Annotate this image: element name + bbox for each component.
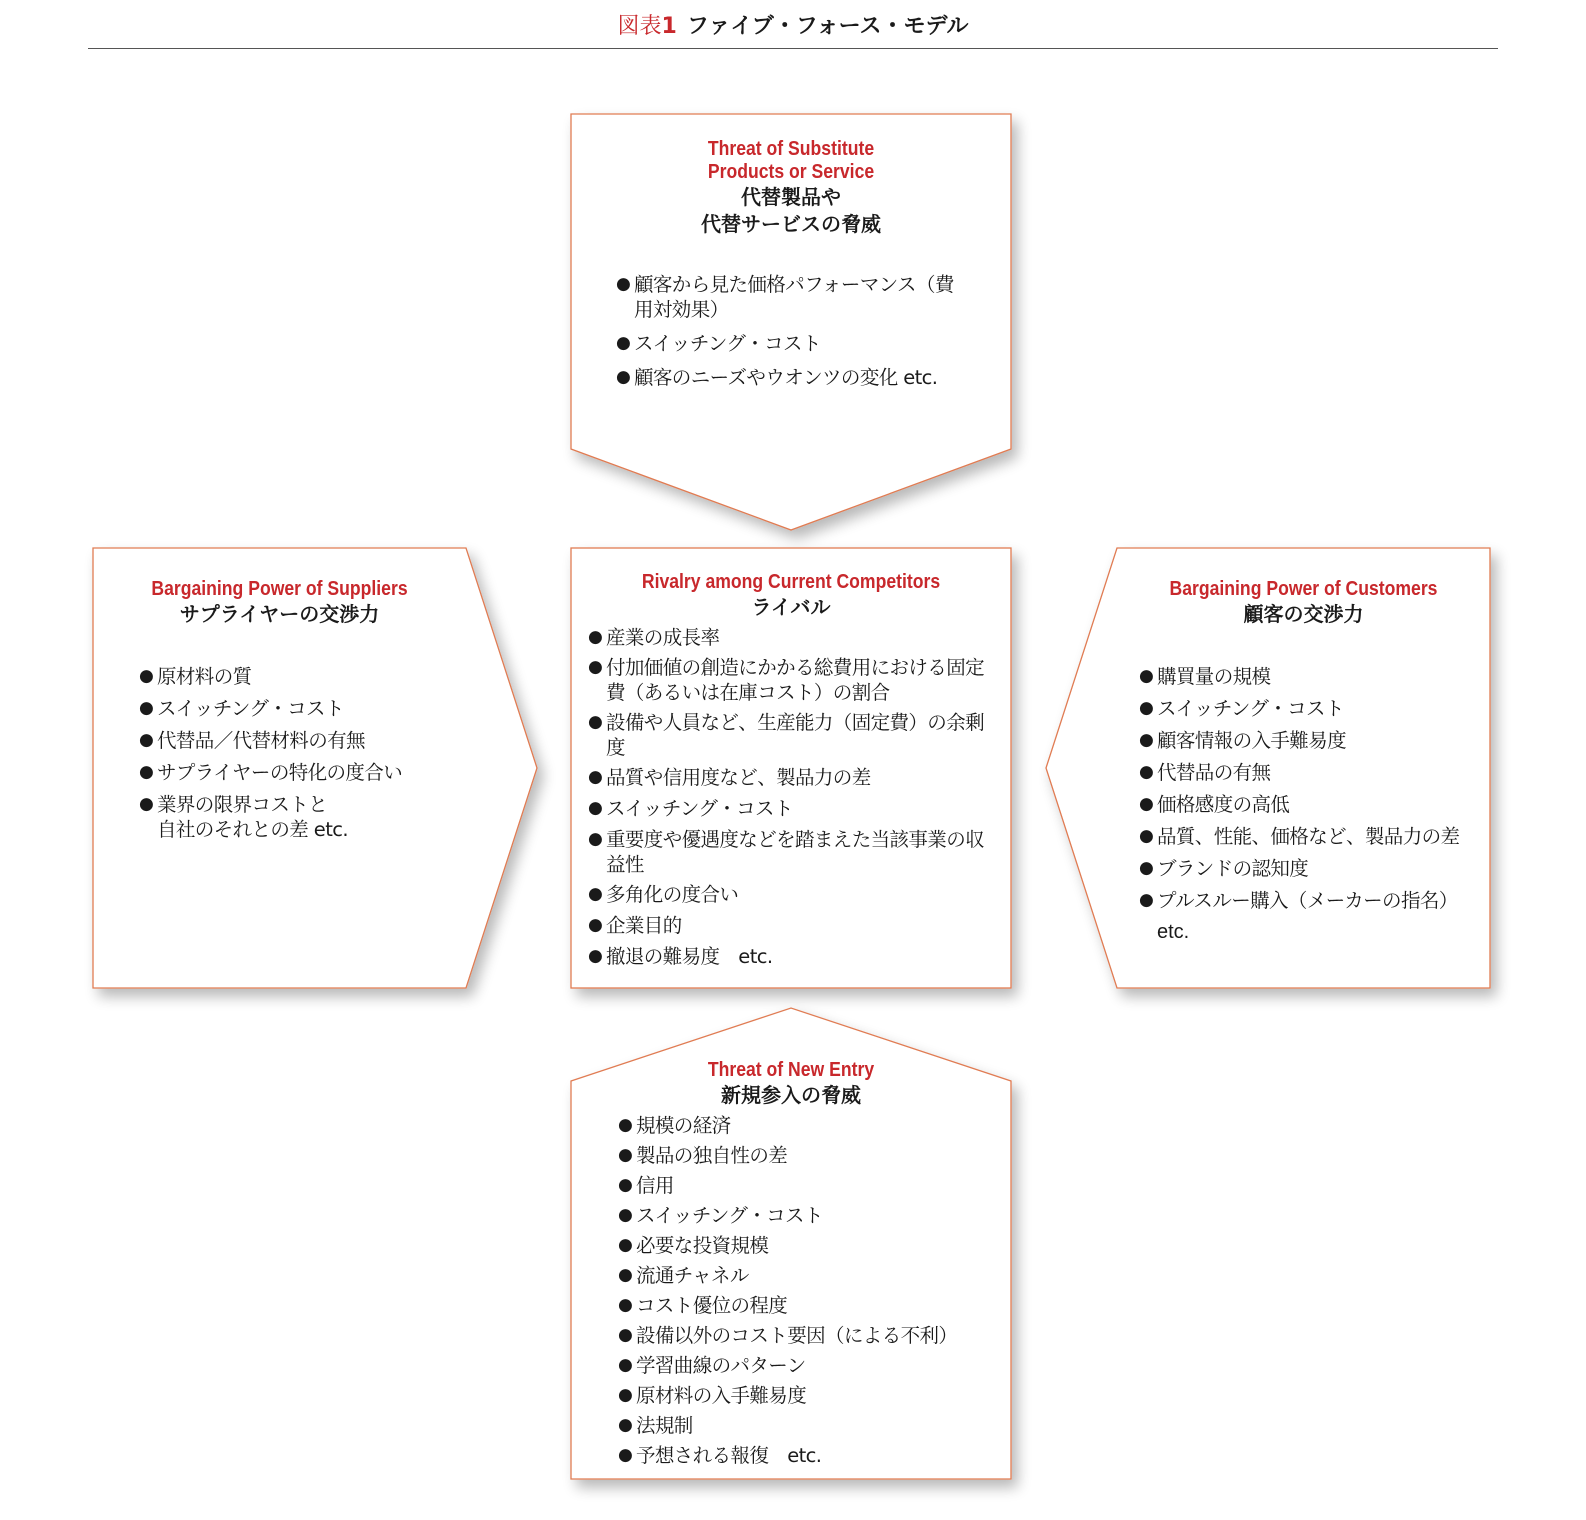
- substitutes-title-ja-1: 代替製品や: [741, 185, 841, 209]
- list-item: ● スイッチング・コスト: [1140, 696, 1488, 721]
- list-item: ● 製品の独自性の差: [619, 1143, 999, 1168]
- list-item: ● 法規制: [619, 1413, 999, 1438]
- list-item: ● スイッチング・コスト: [589, 796, 993, 821]
- list-item: ● プルスルー購入（メーカーの指名）: [1140, 888, 1488, 913]
- list-item: ● 多角化の度合い: [589, 882, 993, 907]
- customers-title-ja: 顧客の交渉力: [1243, 602, 1364, 626]
- list-item: ● 顧客から見た価格パフォーマンス（費用対効果）: [617, 272, 967, 322]
- rivalry-list: [589, 625, 993, 969]
- list-item: ● 顧客のニーズやウオンツの変化 etc.: [617, 365, 967, 390]
- list-item: ● 企業目的: [589, 913, 993, 938]
- list-item: ● ブランドの認知度: [1140, 856, 1488, 881]
- new-entry-title-ja: 新規参入の脅威: [721, 1083, 861, 1107]
- substitutes-title-en-2: Products or Service: [707, 161, 875, 183]
- customers-etc: etc.: [1157, 921, 1190, 943]
- suppliers-box: [93, 578, 466, 842]
- figure-title-text: ファイブ・フォース・モデル: [686, 14, 969, 39]
- list-item: ● 産業の成長率: [589, 625, 993, 650]
- suppliers-title-en: Bargaining Power of Suppliers: [151, 578, 408, 600]
- list-item: ● 品質、性能、価格など、製品力の差: [1140, 824, 1488, 849]
- suppliers-list: [140, 664, 460, 817]
- list-item: ● 購買量の規模: [1140, 664, 1488, 689]
- figure-number: 1: [661, 14, 677, 39]
- new-entry-title-en: Threat of New Entry: [707, 1059, 875, 1081]
- list-item: ● 代替品の有無: [1140, 760, 1488, 785]
- list-item: ● 原材料の質: [140, 664, 460, 689]
- list-item: ● 予想される報復 etc.: [619, 1443, 999, 1468]
- rivalry-box: [571, 571, 1011, 969]
- list-item: ● 品質や信用度など、製品力の差: [589, 765, 993, 790]
- substitutes-list: [617, 272, 967, 390]
- suppliers-last-line: 自社のそれとの差 etc.: [157, 818, 348, 841]
- list-item: ● 価格感度の高低: [1140, 792, 1488, 817]
- list-item: ● 必要な投資規模: [619, 1233, 999, 1258]
- list-item: ● 原材料の入手難易度: [619, 1383, 999, 1408]
- list-item: ● 流通チャネル: [619, 1263, 999, 1288]
- list-item: ● 設備以外のコスト要因（による不利）: [619, 1323, 999, 1348]
- substitutes-box: [571, 138, 1011, 390]
- new-entry-list: [619, 1113, 999, 1468]
- list-item: ● 学習曲線のパターン: [619, 1353, 999, 1378]
- list-item: ● 付加価値の創造にかかる総費用における固定費（あるいは在庫コスト）の割合: [589, 655, 993, 705]
- new-entry-box: [571, 1059, 1011, 1468]
- list-item: ● 信用: [619, 1173, 999, 1198]
- list-item: ● 重要度や優遇度などを踏まえた当該事業の収益性: [589, 827, 993, 877]
- customers-box: [1117, 578, 1490, 945]
- figure-label: 図表: [617, 14, 662, 39]
- list-item: ● サプライヤーの特化の度合い: [140, 760, 460, 785]
- rivalry-title-ja: ライバル: [751, 595, 831, 619]
- customers-list: [1140, 664, 1488, 913]
- substitutes-title-en-1: Threat of Substitute: [707, 138, 875, 160]
- list-item: ● 撤退の難易度 etc.: [589, 944, 993, 969]
- substitutes-title-ja-2: 代替サービスの脅威: [701, 212, 881, 236]
- list-item: ● コスト優位の程度: [619, 1293, 999, 1318]
- list-item: ● 代替品／代替材料の有無: [140, 728, 460, 753]
- list-item: ● 業界の限界コストと: [140, 792, 460, 817]
- list-item: ● 設備や人員など、生産能力（固定費）の余剰度: [589, 710, 993, 760]
- rivalry-title-en: Rivalry among Current Competitors: [641, 571, 941, 593]
- list-item: ● スイッチング・コスト: [617, 331, 967, 356]
- list-item: ● 顧客情報の入手難易度: [1140, 728, 1488, 753]
- list-item: ● 規模の経済: [619, 1113, 999, 1138]
- customers-title-en: Bargaining Power of Customers: [1169, 578, 1438, 600]
- list-item: ● スイッチング・コスト: [140, 696, 460, 721]
- list-item: ● スイッチング・コスト: [619, 1203, 999, 1228]
- suppliers-title-ja: サプライヤーの交渉力: [179, 602, 380, 626]
